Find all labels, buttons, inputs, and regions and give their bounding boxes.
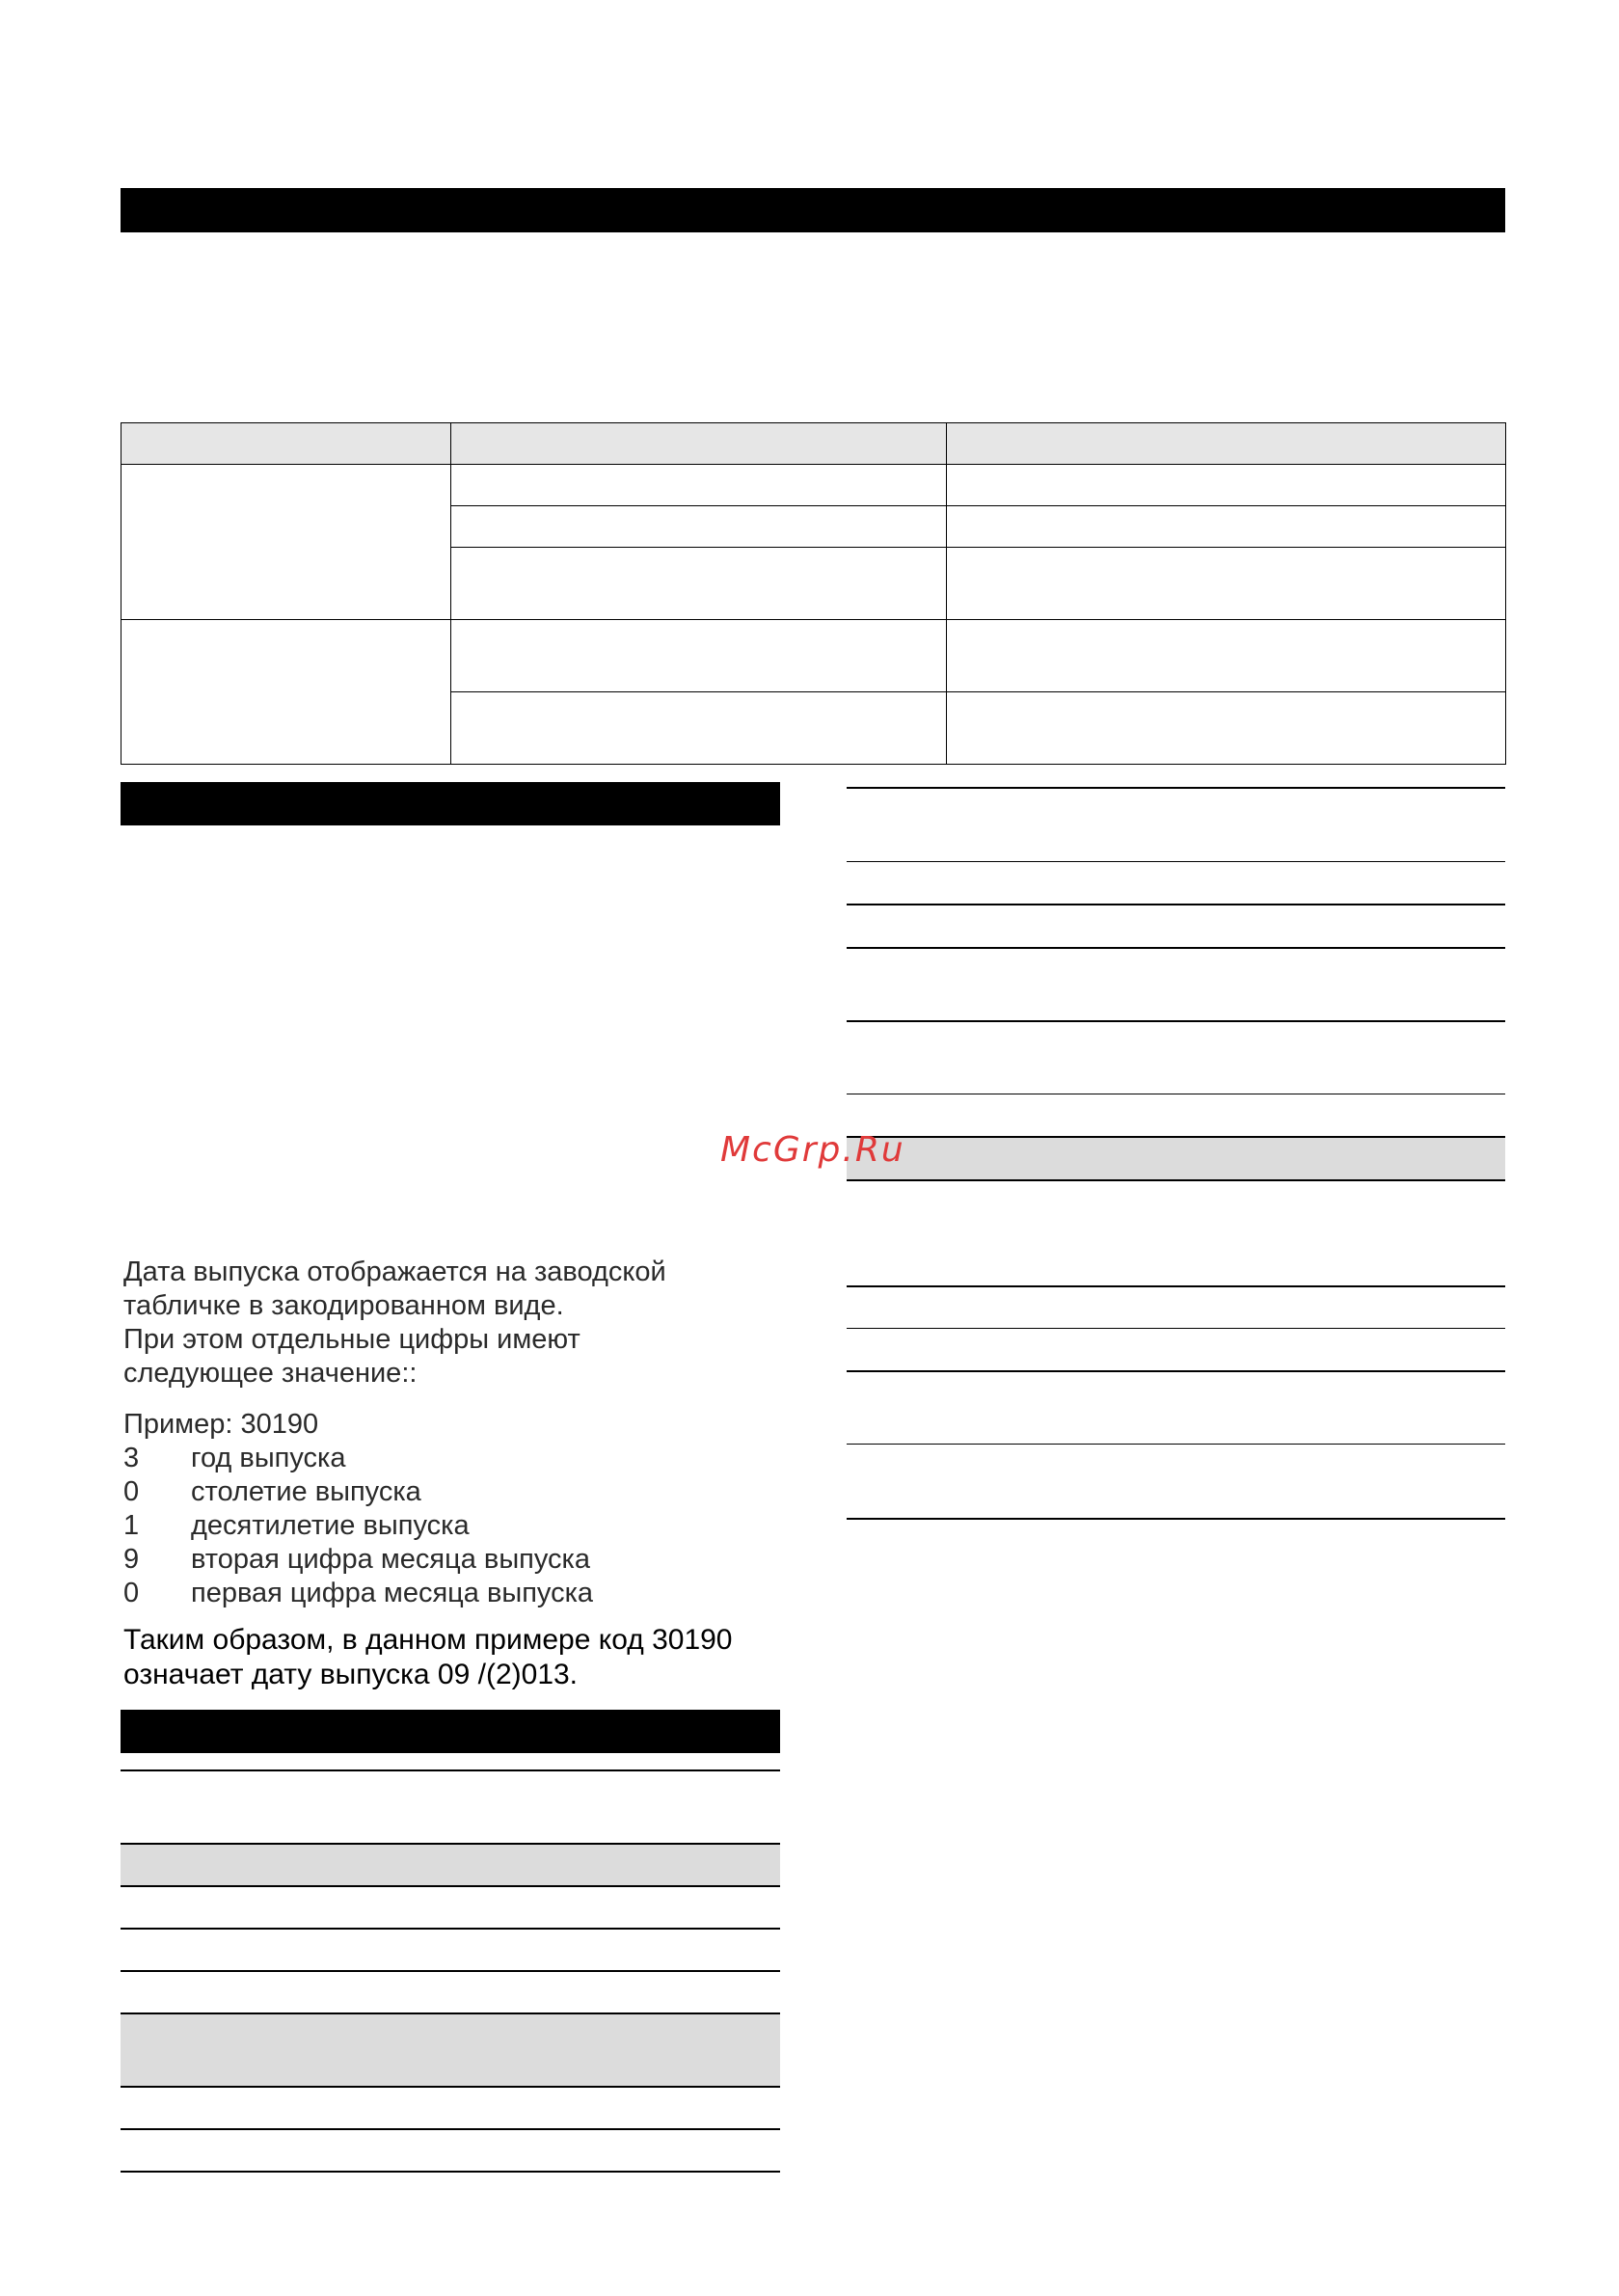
shaded-row	[847, 1137, 1505, 1180]
digit-row	[123, 1577, 593, 1610]
rule-line	[847, 1136, 1505, 1138]
rule-line	[847, 1179, 1505, 1181]
date-code-conclusion	[123, 1623, 733, 1692]
table-cell	[947, 620, 1506, 692]
table-cell	[947, 465, 1506, 506]
digit-row	[123, 1475, 593, 1509]
intro-line: следующее значение::	[123, 1358, 418, 1389]
digit: 9	[123, 1544, 140, 1575]
digit-row	[123, 1442, 593, 1475]
conclusion-line: означает дату выпуска 09 /(2)013.	[123, 1659, 579, 1690]
rule-line	[121, 1885, 780, 1887]
rule-line	[121, 2086, 780, 2088]
table-cell	[451, 548, 947, 620]
digit-row	[123, 1509, 593, 1543]
table-cell	[451, 465, 947, 506]
rule-line	[847, 947, 1505, 949]
specification-table	[121, 422, 1506, 765]
intro-line: табличке в закодированном виде.	[123, 1290, 564, 1321]
digit-meaning: вторая цифра месяца выпуска	[191, 1544, 591, 1575]
digit-meaning: десятилетие выпуска	[191, 1510, 470, 1541]
rule-line	[847, 1518, 1505, 1520]
digit-row	[123, 1543, 593, 1577]
table-cell	[121, 465, 451, 620]
table-cell	[947, 506, 1506, 548]
rule-line	[121, 2171, 780, 2173]
digit: 3	[123, 1443, 140, 1473]
table-header-cell	[947, 423, 1506, 465]
conclusion-line: Таким образом, в данном примере код 30190	[123, 1624, 733, 1656]
digit: 0	[123, 1476, 140, 1507]
digit-meaning: первая цифра месяца выпуска	[191, 1578, 594, 1608]
rule-line	[847, 1020, 1505, 1022]
table-row	[121, 465, 1506, 506]
table-cell	[947, 548, 1506, 620]
rule-line	[847, 1328, 1505, 1329]
rule-line	[121, 2012, 780, 2014]
rule-line	[121, 1769, 780, 1771]
example-line: Пример: 30190	[123, 1409, 319, 1440]
rule-line	[121, 1843, 780, 1845]
watermark: McGrp.Ru	[720, 1130, 905, 1170]
intro-line: При этом отдельные цифры имеют	[123, 1324, 580, 1355]
shaded-row	[121, 1844, 780, 1886]
digit-meaning: год выпуска	[191, 1443, 346, 1473]
rule-line	[121, 1970, 780, 1972]
rule-line	[121, 1928, 780, 1930]
rule-line	[121, 2128, 780, 2130]
table-row	[121, 620, 1506, 692]
digit: 1	[123, 1510, 140, 1541]
table-cell	[947, 692, 1506, 765]
rule-line	[847, 1285, 1505, 1287]
section-header-bar	[121, 188, 1505, 232]
date-code-example	[123, 1408, 593, 1610]
date-code-intro	[123, 1256, 666, 1391]
digit: 0	[123, 1578, 140, 1608]
table-header-cell	[451, 423, 947, 465]
table-cell	[451, 692, 947, 765]
rule-line	[847, 1370, 1505, 1372]
rule-line	[847, 1444, 1505, 1445]
shaded-row	[121, 2013, 780, 2086]
left-section-header-bar	[121, 782, 780, 825]
intro-line: Дата выпуска отображается на заводской	[123, 1256, 666, 1287]
table-header-cell	[121, 423, 451, 465]
rule-line	[847, 861, 1505, 862]
lower-section-header-bar	[121, 1710, 780, 1753]
table-cell	[451, 620, 947, 692]
table-cell	[121, 620, 451, 765]
digit-meaning: столетие выпуска	[191, 1476, 421, 1507]
rule-line	[847, 904, 1505, 905]
table-cell	[451, 506, 947, 548]
rule-line	[847, 787, 1505, 789]
table-header-row	[121, 423, 1506, 465]
